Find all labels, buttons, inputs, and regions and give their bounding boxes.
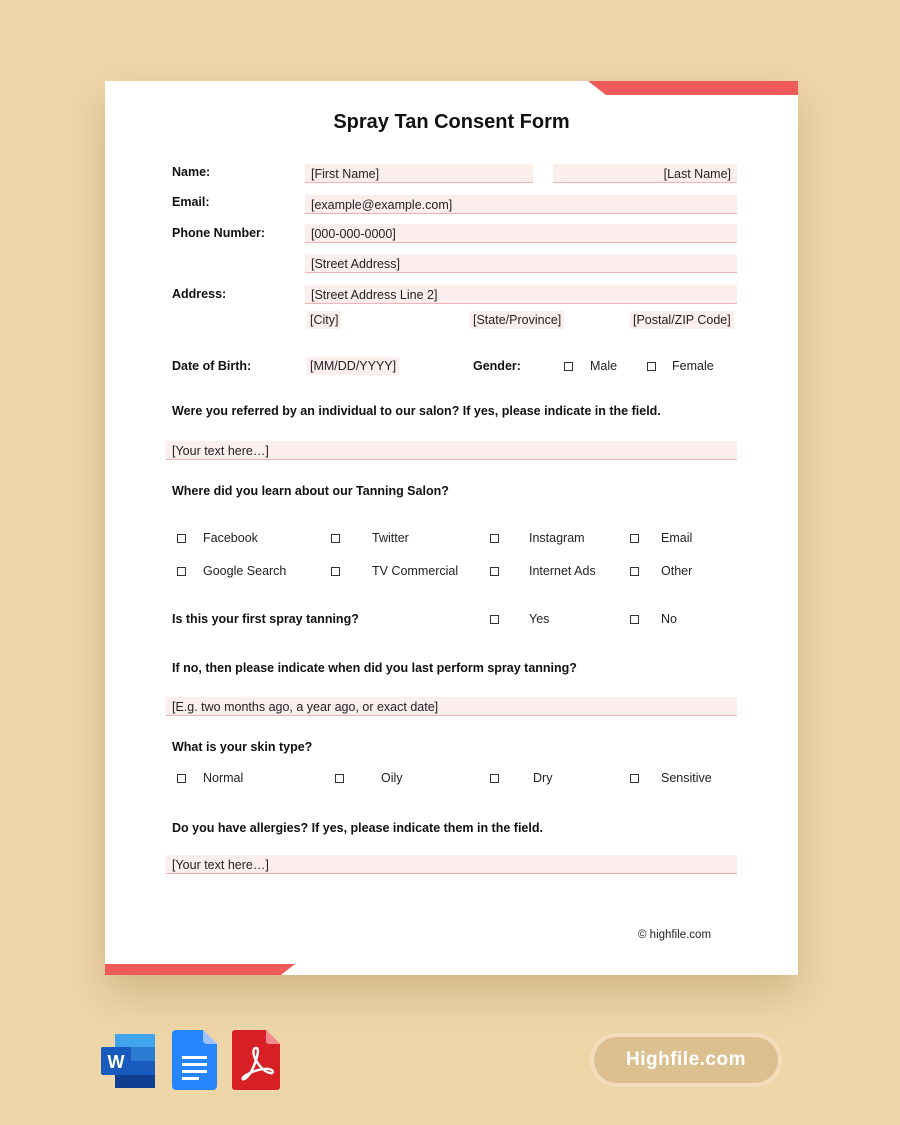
last-tanning-question: If no, then please indicate when did you last perform spray tanning? (172, 661, 577, 675)
last-name-field[interactable]: [Last Name] (553, 164, 737, 183)
google-docs-icon[interactable] (172, 1030, 217, 1090)
allergies-question: Do you have allergies? If yes, please indicate them in the field. (172, 821, 543, 835)
dob-field[interactable]: [MM/DD/YYYY] (307, 357, 399, 375)
learn-tv-commercial-label: TV Commercial (372, 564, 459, 578)
learn-other-label: Other (661, 564, 693, 578)
learn-instagram-checkbox[interactable] (490, 534, 499, 543)
address-label: Address: (172, 287, 227, 301)
first-tanning-yes-checkbox[interactable] (490, 615, 499, 624)
form-page (105, 81, 798, 975)
gender-male-label: Male (590, 359, 618, 373)
email-label: Email: (172, 195, 210, 209)
allergies-field[interactable]: [Your text here…] (166, 855, 737, 874)
learn-internet-ads-checkbox[interactable] (490, 567, 499, 576)
skin-dry-label: Dry (533, 771, 553, 785)
learn-instagram-label: Instagram (529, 531, 585, 545)
skin-sensitive-checkbox[interactable] (630, 774, 639, 783)
learn-email-label: Email (661, 531, 693, 545)
highfile-brand-label: Highfile.com (594, 1037, 778, 1083)
email-field[interactable]: [example@example.com] (305, 195, 737, 214)
gender-female-checkbox[interactable] (647, 362, 656, 371)
name-label: Name: (172, 165, 211, 179)
last-tanning-field[interactable]: [E.g. two months ago, a year ago, or exact date] (166, 697, 737, 716)
gender-male-checkbox[interactable] (564, 362, 573, 371)
referral-question: Were you referred by an individual to our salon? If yes, please indicate in the field. (172, 404, 661, 418)
pdf-icon[interactable] (232, 1030, 280, 1090)
first-tanning-question: Is this your first spray tanning? (172, 612, 359, 626)
learn-tv-commercial-checkbox[interactable] (331, 567, 340, 576)
state-field[interactable]: [State/Province] (470, 311, 564, 329)
learn-facebook-checkbox[interactable] (177, 534, 186, 543)
first-name-field[interactable]: [First Name] (305, 164, 533, 183)
first-tanning-no-label: No (661, 612, 677, 626)
gender-label: Gender: (473, 359, 521, 373)
zip-field[interactable]: [Postal/ZIP Code] (630, 311, 734, 329)
learn-facebook-label: Facebook (203, 531, 258, 545)
highfile-brand-button[interactable] (590, 1033, 782, 1087)
learn-other-checkbox[interactable] (630, 567, 639, 576)
skin-dry-checkbox[interactable] (490, 774, 499, 783)
dob-label: Date of Birth: (172, 359, 252, 373)
learn-email-checkbox[interactable] (630, 534, 639, 543)
street-address-field[interactable]: [Street Address] (305, 254, 737, 273)
phone-field[interactable]: [000-000-0000] (305, 224, 737, 243)
bottom-accent-band (105, 964, 295, 975)
top-accent-band (588, 81, 798, 95)
learn-twitter-checkbox[interactable] (331, 534, 340, 543)
learn-internet-ads-label: Internet Ads (529, 564, 596, 578)
skin-normal-checkbox[interactable] (177, 774, 186, 783)
skin-type-question: What is your skin type? (172, 740, 313, 754)
phone-label: Phone Number: (172, 226, 266, 240)
skin-sensitive-label: Sensitive (661, 771, 712, 785)
learn-google-search-label: Google Search (203, 564, 287, 578)
word-icon[interactable] (101, 1032, 157, 1090)
form-title: Spray Tan Consent Form (333, 111, 570, 133)
learn-google-search-checkbox[interactable] (177, 567, 186, 576)
referral-field[interactable]: [Your text here…] (166, 441, 737, 460)
learn-question: Where did you learn about our Tanning Salon? (172, 484, 449, 498)
copyright-text: © highfile.com (638, 929, 712, 941)
learn-twitter-label: Twitter (372, 531, 409, 545)
skin-oily-label: Oily (381, 771, 403, 785)
word-icon-letter: W (107, 1052, 125, 1072)
first-tanning-yes-label: Yes (529, 612, 550, 626)
skin-oily-checkbox[interactable] (335, 774, 344, 783)
skin-normal-label: Normal (203, 771, 244, 785)
street-address-line2-field[interactable]: [Street Address Line 2] (305, 285, 737, 304)
city-field[interactable]: [City] (307, 311, 341, 329)
gender-female-label: Female (672, 359, 714, 373)
first-tanning-no-checkbox[interactable] (630, 615, 639, 624)
